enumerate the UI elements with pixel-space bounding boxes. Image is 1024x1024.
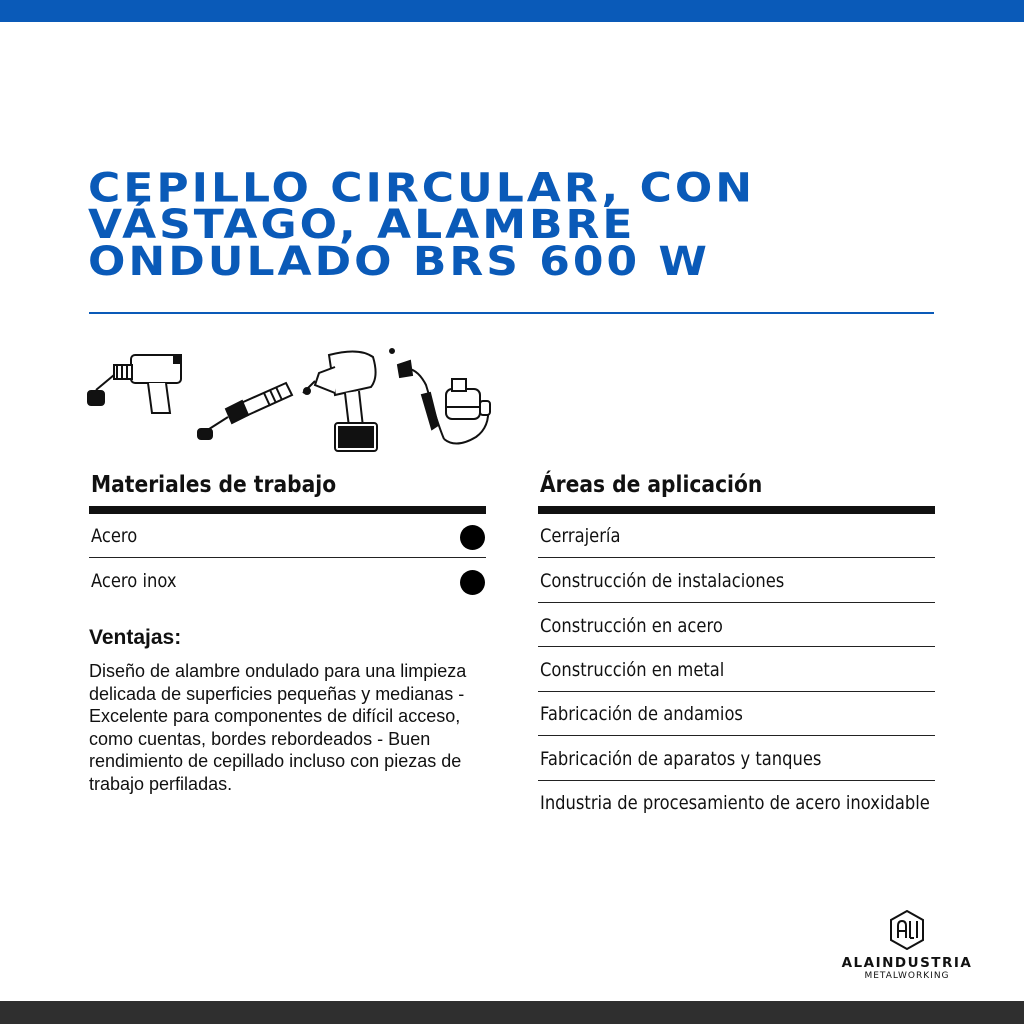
compatible-tools: [86, 345, 506, 455]
row-divider: [538, 557, 935, 558]
suitability-dot-icon: [460, 570, 485, 595]
applications-heading: Áreas de aplicación: [540, 472, 763, 498]
application-item: Construcción de instalaciones: [540, 570, 785, 592]
cordless-drill-icon: [301, 347, 381, 455]
title-divider: [89, 312, 934, 314]
product-title-line-3: ONDULADO BRS 600 W: [88, 238, 710, 285]
brand-name: ALAINDUSTRIA: [841, 955, 973, 971]
application-item: Industria de procesamiento de acero inoxidable: [540, 792, 930, 814]
top-accent-bar: [0, 0, 1024, 22]
advantages-heading: Ventajas:: [89, 626, 182, 649]
product-title: [88, 164, 948, 285]
row-divider: [538, 691, 935, 692]
ali-monogram-icon: [889, 910, 925, 950]
flexible-shaft-grinder-icon: [386, 345, 506, 455]
suitability-dot-icon: [460, 525, 485, 550]
row-divider: [538, 735, 935, 736]
row-divider: [538, 780, 935, 781]
application-item: Fabricación de aparatos y tanques: [540, 748, 822, 770]
product-title-line-1: CEPILLO CIRCULAR, CON: [88, 164, 756, 212]
footer-bar: [0, 1001, 1024, 1024]
applications-heading-rule: [538, 506, 935, 514]
row-divider: [538, 602, 935, 603]
materials-heading: Materiales de trabajo: [91, 472, 337, 498]
application-item: Construcción en metal: [540, 659, 725, 681]
product-title-line-2: VÁSTAGO, ALAMBRE: [88, 201, 636, 249]
materials-heading-rule: [89, 506, 486, 514]
application-item: Cerrajería: [540, 525, 621, 547]
application-item: Construcción en acero: [540, 615, 723, 637]
advantages-text: Diseño de alambre ondulado para una limpieza delicada de superficies pequeñas y medianas - Excelente para componentes de difícil acceso, como cuentas, bordes rebordeados - Buen rendimiento de cepillado incluso con piezas de trabajo perfiladas.: [89, 661, 467, 794]
brand-tagline: METALWORKING: [864, 971, 950, 981]
brand-logo: [822, 910, 992, 985]
row-divider: [538, 646, 935, 647]
drill-icon: [86, 345, 191, 425]
application-item: Fabricación de andamios: [540, 703, 743, 725]
material-row-label: Acero: [91, 525, 138, 547]
straight-grinder-icon: [196, 373, 296, 443]
material-row-label: Acero inox: [91, 570, 177, 592]
row-divider: [89, 557, 486, 558]
